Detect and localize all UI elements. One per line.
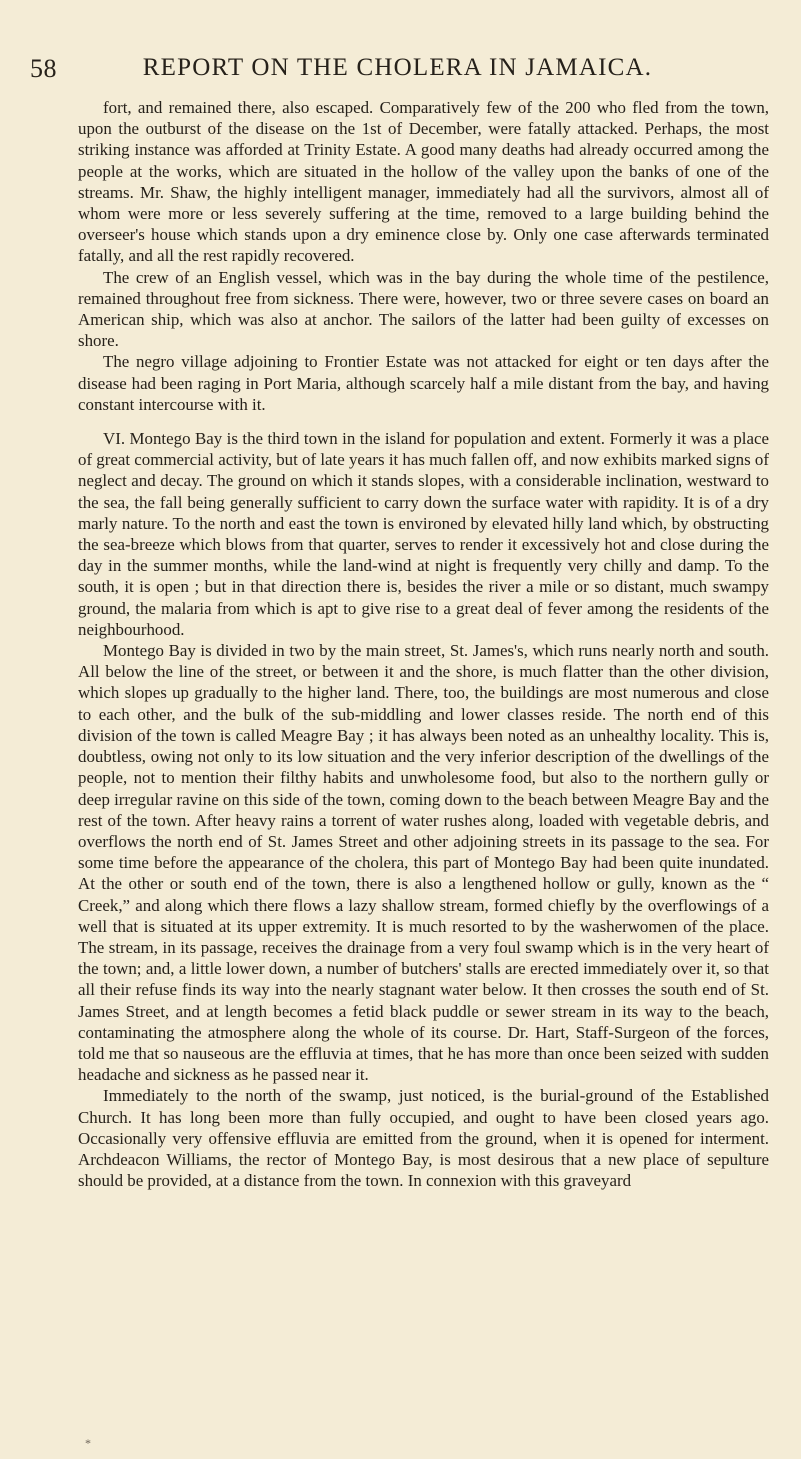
body-text <box>78 97 769 1191</box>
paragraph-burial-ground: Immediately to the north of the swamp, just noticed, is the burial-ground of the Established Church. It has long been more than fully occupied, and ought to have been closed years ago. Occasionally very offensive effluvia are emitted from the ground, when it is opened for interment. Archdeacon Williams, the rector of Montego Bay, is most desirous that a new place of sepulture should be provided, at a distance from the town. In connexion with this graveyard <box>78 1086 769 1191</box>
paragraph-section-vi-montego-bay: VI. Montego Bay is the third town in the island for population and extent. Formerly it was a place of great commercial activity, but of late years it has much fallen off, and now exhibits marked signs of neglect and decay. The ground on which it stands slopes, with a considerable inclination, westward to the sea, the fall being generally sufficient to carry down the surface water with rapidity. It is of a dry marly nature. To the north and east the town is environed by elevated hilly land which, by obstructing the sea-breeze which blows from that quarter, serves to render it excessively hot and close during the day in the summer months, while the land-wind at night is frequently very chilly and damp. To the south, it is open ; but in that direction there is, besides the river a mile or so distant, much swampy ground, the malaria from which is apt to give rise to a great deal of fever among the residents of the neighbourhood. <box>78 429 769 639</box>
paragraph-english-vessel: The crew of an English vessel, which was in the bay during the whole time of the pestilence, remained throughout free from sickness. There were, however, two or three severe cases on board an American ship, which was also at anchor. The sailors of the latter had been guilty of excesses on shore. <box>78 267 769 351</box>
page-number: 58 <box>30 54 57 83</box>
paragraph-negro-village: The negro village adjoining to Frontier Estate was not attacked for eight or ten days after the disease had been raging in Port Maria, although scarcely half a mile distant from the bay, and having constant intercourse with it. <box>78 352 769 414</box>
signature-mark: * <box>85 1436 91 1450</box>
running-title: REPORT ON THE CHOLERA IN JAMAICA. <box>142 54 653 81</box>
paragraph-continuation-trinity-estate: fort, and remained there, also escaped. Comparatively few of the 200 who fled from the town, upon the outburst of the disease on the 1st of December, were fatally attacked. Perhaps, the most striking instance was afforded at Trinity Estate. A good many deaths had already occurred among the people at the works, which are situated in the hollow of the valley upon the banks of one of the streams. Mr. Shaw, the highly intelligent manager, immediately had all the survivors, almost all of whom were more or less severely suffering at the time, removed to a large building behind the overseer's house which stands upon a dry eminence close by. Only one case afterwards terminated fatally, and all the rest rapidly recovered. <box>78 98 769 266</box>
paragraph-montego-bay-divisions: Montego Bay is divided in two by the main street, St. James's, which runs nearly north and south. All below the line of the street, or between it and the shore, is much flatter than the other division, which slopes up gradually to the higher land. There, too, the buildings are most numerous and close to each other, and the bulk of the sub-middling and lower classes reside. The north end of this division of the town is called Meagre Bay ; it has always been noted as an unhealthy locality. This is, doubtless, owing not only to its low situation and the very inferior description of the dwellings of the people, not to mention their filthy habits and unwholesome food, but also to the northern gully or deep irregular ravine on this side of the town, coming down to the beach between Meagre Bay and the rest of the town. After heavy rains a torrent of water rushes along, loaded with vegetable debris, and overflows the north end of St. James Street and other adjoining streets in its passage to the sea. For some time before the appearance of the cholera, this part of Montego Bay had been quite inundated. At the other or south end of the town, there is also a lengthened hollow or gully, known as the “ Creek,” and along which there flows a lazy shallow stream, formed chiefly by the overflowings of a well that is situated at its upper extremity. It is much resorted to by the washerwomen of the place. The stream, in its passage, receives the drainage from a very foul swamp which is in the very heart of the town; and, a little lower down, a number of butchers' stalls are erected immediately over it, so that all their refuse finds its way into the nearly stagnant water below. It then crosses the south end of St. James Street, and at length becomes a fetid black puddle or sewer stream in its way to the beach, contaminating the atmosphere along the whole of its course. Dr. Hart, Staff-Surgeon of the forces, told me that so nauseous are the effluvia at times, that he has more than once been seized with sudden headache and sickness as he passed near it. <box>78 641 769 1085</box>
page-header <box>30 54 765 86</box>
